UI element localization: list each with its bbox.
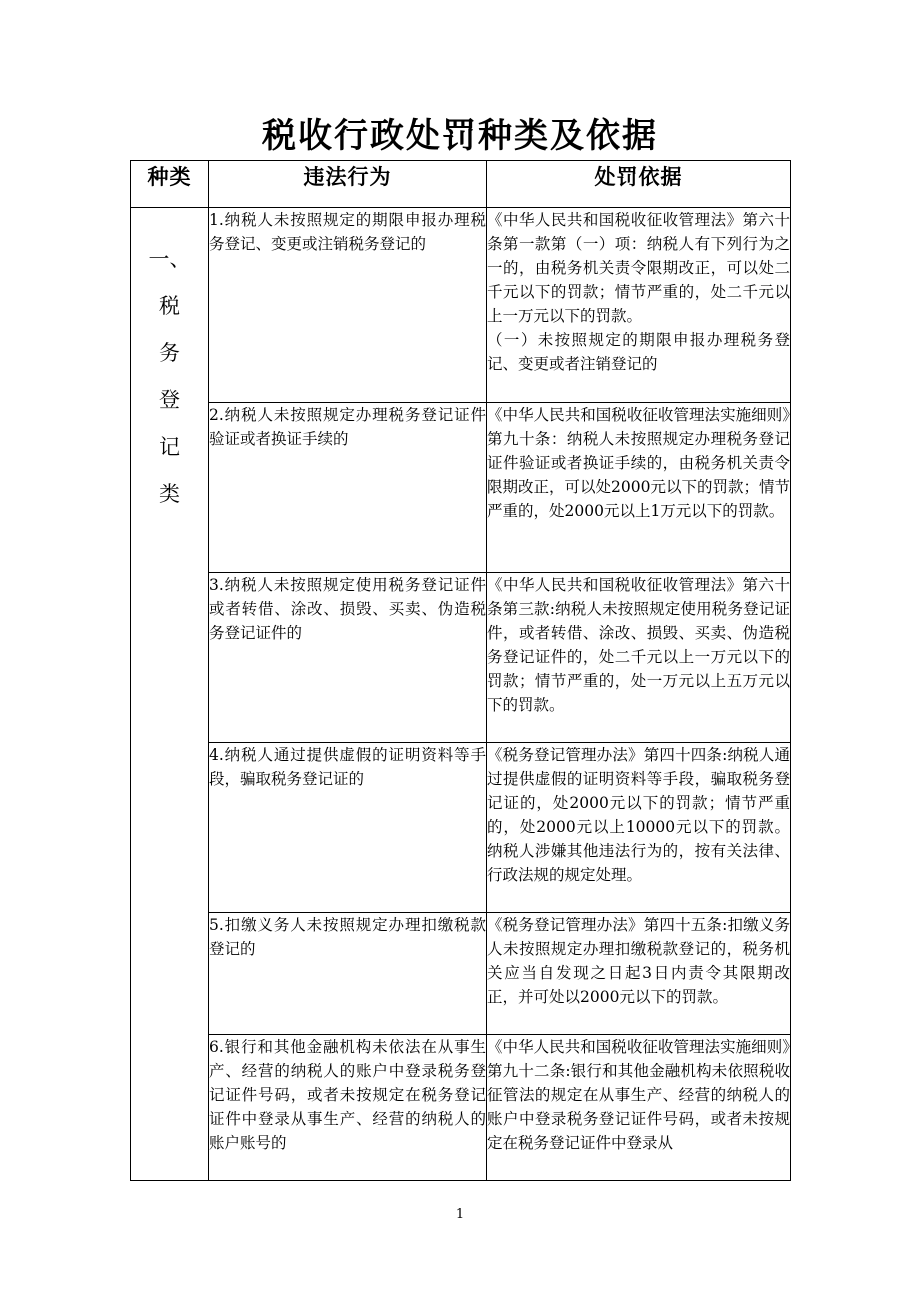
basis-cell bbox=[487, 913, 791, 1035]
violation-cell bbox=[209, 743, 487, 913]
header-category: 种类 bbox=[131, 161, 209, 208]
penalty-table bbox=[130, 160, 791, 1181]
page-title: 税收行政处罚种类及依据 bbox=[262, 116, 658, 156]
category-label bbox=[131, 208, 208, 518]
basis-text: 《税务登记管理办法》第四十四条:纳税人通过提供虚假的证明资料等手段，骗取税务登记证的，处2000元以下的罚款；情节严重的，处2000元以上10000元以下的罚款。纳税人涉嫌其他违法行为的，按有关法律、行政法规的规定处理。 bbox=[487, 746, 790, 884]
basis-cell bbox=[487, 573, 791, 743]
basis-cell bbox=[487, 1035, 791, 1181]
basis-cell bbox=[487, 403, 791, 573]
table-row bbox=[131, 743, 791, 913]
basis-text: 《税务登记管理办法》第四十五条:扣缴义务人未按照规定办理扣缴税款登记的，税务机关应当自发现之日起3日内责令其限期改正，并可处以2000元以下的罚款。 bbox=[487, 916, 790, 1006]
table-row bbox=[131, 1035, 791, 1181]
basis-text: 《中华人民共和国税收征收管理法》第六十条第三款:纳税人未按照规定使用税务登记证件，或者转借、涂改、损毁、买卖、伪造税务登记证件的，处二千元以上一万元以下的罚款；情节严重的，处一万元以上五万元以下的罚款。 bbox=[487, 576, 790, 714]
violation-text: 6.银行和其他金融机构未依法在从事生产、经营的纳税人的账户中登录税务登记证件号码，或者未按规定在税务登记证件中登录从事生产、经营的纳税人的账户账号的 bbox=[209, 1038, 486, 1152]
basis-text: 《中华人民共和国税收征收管理法》第六十条第一款第（一）项：纳税人有下列行为之一的，由税务机关责令限期改正，可以处二千元以下的罚款；情节严重的，处二千元以上一万元以下的罚款。 bbox=[487, 211, 790, 325]
table-row bbox=[131, 208, 791, 403]
basis-cell bbox=[487, 208, 791, 403]
table-row bbox=[131, 573, 791, 743]
category-line: 一、 bbox=[148, 247, 191, 271]
table-row bbox=[131, 403, 791, 573]
category-cell bbox=[131, 208, 209, 1181]
table-row bbox=[131, 913, 791, 1035]
violation-text: 3.纳税人未按照规定使用税务登记证件或者转借、涂改、损毁、买卖、伪造税务登记证件的 bbox=[209, 576, 486, 642]
violation-cell bbox=[209, 573, 487, 743]
violation-text: 2.纳税人未按照规定办理税务登记证件验证或者换证手续的 bbox=[209, 406, 486, 448]
header-basis: 处罚依据 bbox=[487, 161, 791, 208]
category-line: 记 bbox=[159, 435, 180, 459]
basis-text: （一）未按照规定的期限申报办理税务登记、变更或者注销登记的 bbox=[487, 331, 790, 373]
violation-text: 4.纳税人通过提供虚假的证明资料等手段，骗取税务登记证的 bbox=[209, 746, 486, 788]
header-violation: 违法行为 bbox=[209, 161, 487, 208]
basis-text: 《中华人民共和国税收征收管理法实施细则》第九十条：纳税人未按照规定办理税务登记证件验证或者换证手续的，由税务机关责令限期改正，可以处2000元以下的罚款；情节严重的，处2000元以上1万元以下的罚款。 bbox=[487, 406, 790, 520]
violation-cell bbox=[209, 913, 487, 1035]
category-line: 务 bbox=[159, 341, 180, 365]
violation-cell bbox=[209, 403, 487, 573]
category-line: 税 bbox=[159, 294, 180, 318]
category-line: 登 bbox=[159, 388, 180, 412]
table-header-row bbox=[131, 161, 791, 208]
basis-cell bbox=[487, 743, 791, 913]
basis-text: 《中华人民共和国税收征收管理法实施细则》第九十二条:银行和其他金融机构未依照税收征管法的规定在从事生产、经营的纳税人的账户中登录税务登记证件号码，或者未按规定在税务登记证件中登录从 bbox=[487, 1038, 790, 1152]
violation-cell bbox=[209, 1035, 487, 1181]
violation-text: 1.纳税人未按照规定的期限申报办理税务登记、变更或注销税务登记的 bbox=[209, 211, 486, 253]
page-number: 1 bbox=[455, 1207, 465, 1222]
violation-text: 5.扣缴义务人未按照规定办理扣缴税款登记的 bbox=[209, 916, 486, 958]
category-line: 类 bbox=[159, 482, 180, 506]
violation-cell bbox=[209, 208, 487, 403]
